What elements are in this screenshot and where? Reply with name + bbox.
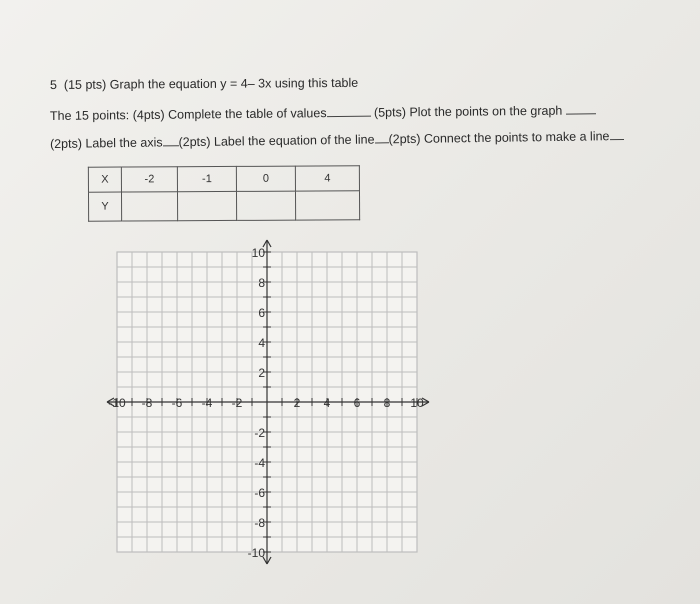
table-cell-y[interactable] [121, 192, 177, 221]
table-cell-x: 4 [295, 166, 359, 191]
y-tick-label: 6 [258, 306, 265, 320]
coordinate-graph[interactable] [108, 242, 452, 578]
y-tick-label: 8 [258, 276, 265, 290]
y-tick-label: 10 [251, 246, 265, 260]
blank-equation[interactable] [374, 131, 388, 143]
x-tick-label: -6 [171, 396, 183, 410]
table-cell-y[interactable] [236, 191, 295, 220]
table-row-x [88, 166, 359, 192]
instruction-connect-points: (2pts) Connect the points to make a line [388, 129, 610, 147]
x-tick-label: -2 [231, 396, 243, 410]
blank-table[interactable] [326, 105, 370, 117]
y-tick-label: -8 [254, 516, 265, 530]
problem-header-text: (15 pts) Graph the equation y = 4– 3x using this table [63, 75, 359, 92]
table-header-x: X [88, 167, 121, 192]
y-tick-label: -2 [254, 426, 265, 440]
instruction-complete-table: The 15 points: (4pts) Complete the table of values [49, 106, 327, 123]
x-tick-label: 4 [323, 396, 331, 410]
problem-header [50, 76, 358, 92]
x-tick-label: -10 [108, 396, 126, 410]
table-row-y [88, 191, 359, 221]
blank-connect[interactable] [609, 128, 623, 140]
x-tick-label: 8 [383, 396, 391, 410]
table-cell-x: -1 [177, 166, 236, 191]
instruction-label-axis: (2pts) Label the axis [49, 135, 163, 151]
values-table [88, 165, 360, 221]
y-tick-label: 2 [258, 366, 265, 380]
table-header-y: Y [88, 192, 121, 221]
table-cell-x: 0 [236, 166, 295, 191]
table-cell-y[interactable] [295, 191, 359, 220]
instruction-plot-points: (5pts) Plot the points on the graph [370, 103, 566, 120]
blank-axis[interactable] [162, 134, 178, 146]
y-tick-label: -4 [254, 456, 265, 470]
y-tick-label: -6 [254, 486, 265, 500]
instructions-line-2 [50, 128, 624, 151]
problem-number: 5 [49, 77, 58, 92]
x-tick-label: -4 [201, 396, 213, 410]
table-cell-x: -2 [121, 167, 177, 192]
x-tick-label: 6 [353, 396, 361, 410]
instruction-label-equation: (2pts) Label the equation of the line [178, 132, 375, 150]
instructions-line-1 [50, 102, 596, 123]
x-tick-label: -8 [141, 396, 153, 410]
y-tick-label: 4 [258, 336, 265, 350]
x-tick-label: 2 [293, 396, 301, 410]
table-cell-y[interactable] [177, 191, 236, 220]
blank-plot[interactable] [566, 102, 596, 114]
y-tick-label: -10 [247, 546, 265, 560]
x-tick-label: 10 [410, 396, 424, 410]
